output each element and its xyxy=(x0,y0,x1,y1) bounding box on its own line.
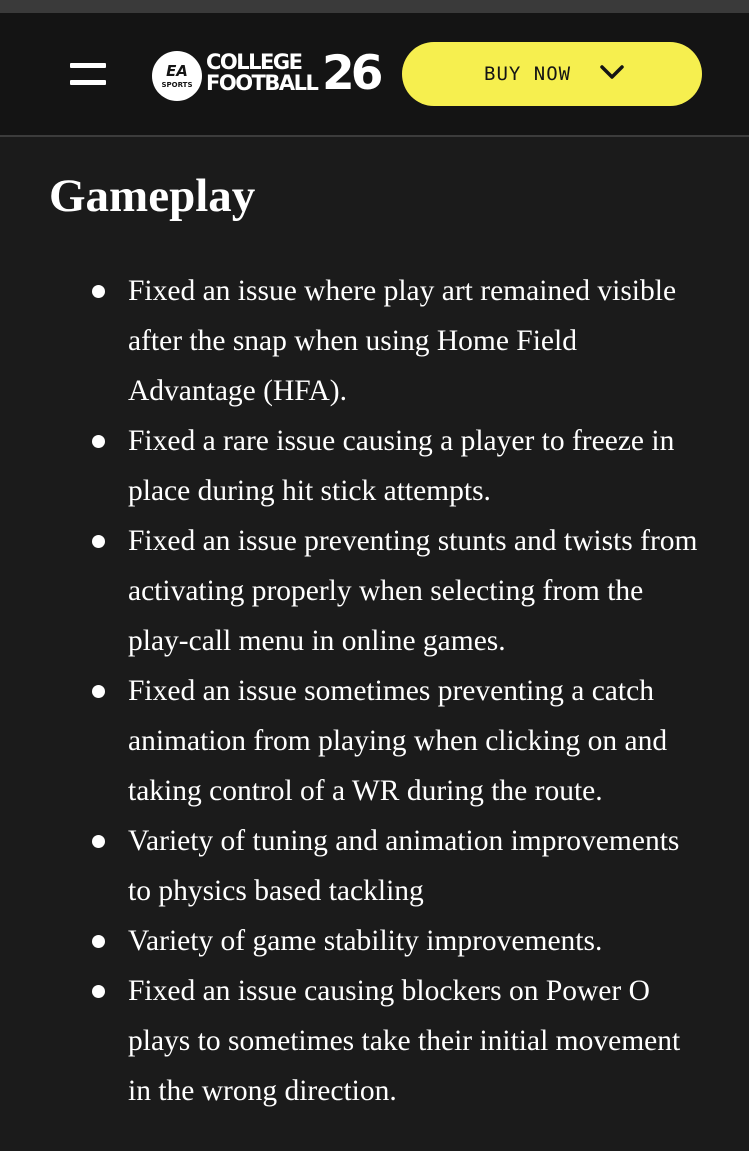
bullet-icon xyxy=(92,285,105,298)
ea-badge-top: EA xyxy=(166,62,188,80)
buy-now-button[interactable] xyxy=(402,42,702,106)
bullet-icon xyxy=(92,435,105,448)
section-title: Gameplay xyxy=(49,170,256,222)
bullet-icon xyxy=(92,935,105,948)
list-item xyxy=(0,416,708,516)
list-item xyxy=(0,516,708,666)
list-item-text: Fixed a rare issue causing a player to freeze in place during hit stick attempts. xyxy=(128,425,675,507)
list-item xyxy=(0,916,708,966)
list-item-text: Variety of tuning and animation improvements to physics based tackling xyxy=(128,825,680,907)
college-football-logo[interactable] xyxy=(152,46,382,101)
list-item-text: Variety of game stability improvements. xyxy=(128,925,603,957)
logo-wordmark xyxy=(206,52,317,94)
list-item-text: Fixed an issue causing blockers on Power O plays to sometimes take their initial movement in the wrong direction. xyxy=(128,975,681,1107)
list-item xyxy=(0,666,708,816)
hamburger-menu-icon[interactable] xyxy=(62,56,114,96)
top-strip xyxy=(0,0,749,13)
site-header xyxy=(0,13,749,137)
menu-bar xyxy=(70,80,106,85)
ea-sports-icon xyxy=(152,51,202,101)
ea-sports-badge xyxy=(152,51,202,101)
logo-number: 26 xyxy=(322,46,380,101)
logo-line-1: COLLEGE xyxy=(206,50,302,74)
bullet-icon xyxy=(92,985,105,998)
chevron-down-icon xyxy=(599,64,625,82)
list-item-text: Fixed an issue where play art remained visible after the snap when using Home Field Advantage (HFA). xyxy=(128,275,677,407)
logo-line-2: FOOTBALL xyxy=(206,71,318,95)
bullet-icon xyxy=(92,835,105,848)
buy-now-label: BUY NOW xyxy=(484,63,572,85)
ea-badge-bottom: SPORTS xyxy=(161,81,193,89)
bullet-icon xyxy=(92,685,105,698)
list-item-text: Fixed an issue sometimes preventing a catch animation from playing when clicking on and taking control of a WR during the route. xyxy=(128,675,668,807)
list-item xyxy=(0,966,708,1116)
bullet-icon xyxy=(92,535,105,548)
list-item xyxy=(0,266,708,416)
menu-bar xyxy=(70,63,106,68)
list-item-text: Fixed an issue preventing stunts and twists from activating properly when selecting from the play-call menu in online games. xyxy=(128,525,698,657)
list-item xyxy=(0,816,708,916)
patch-notes-list xyxy=(0,266,749,1116)
